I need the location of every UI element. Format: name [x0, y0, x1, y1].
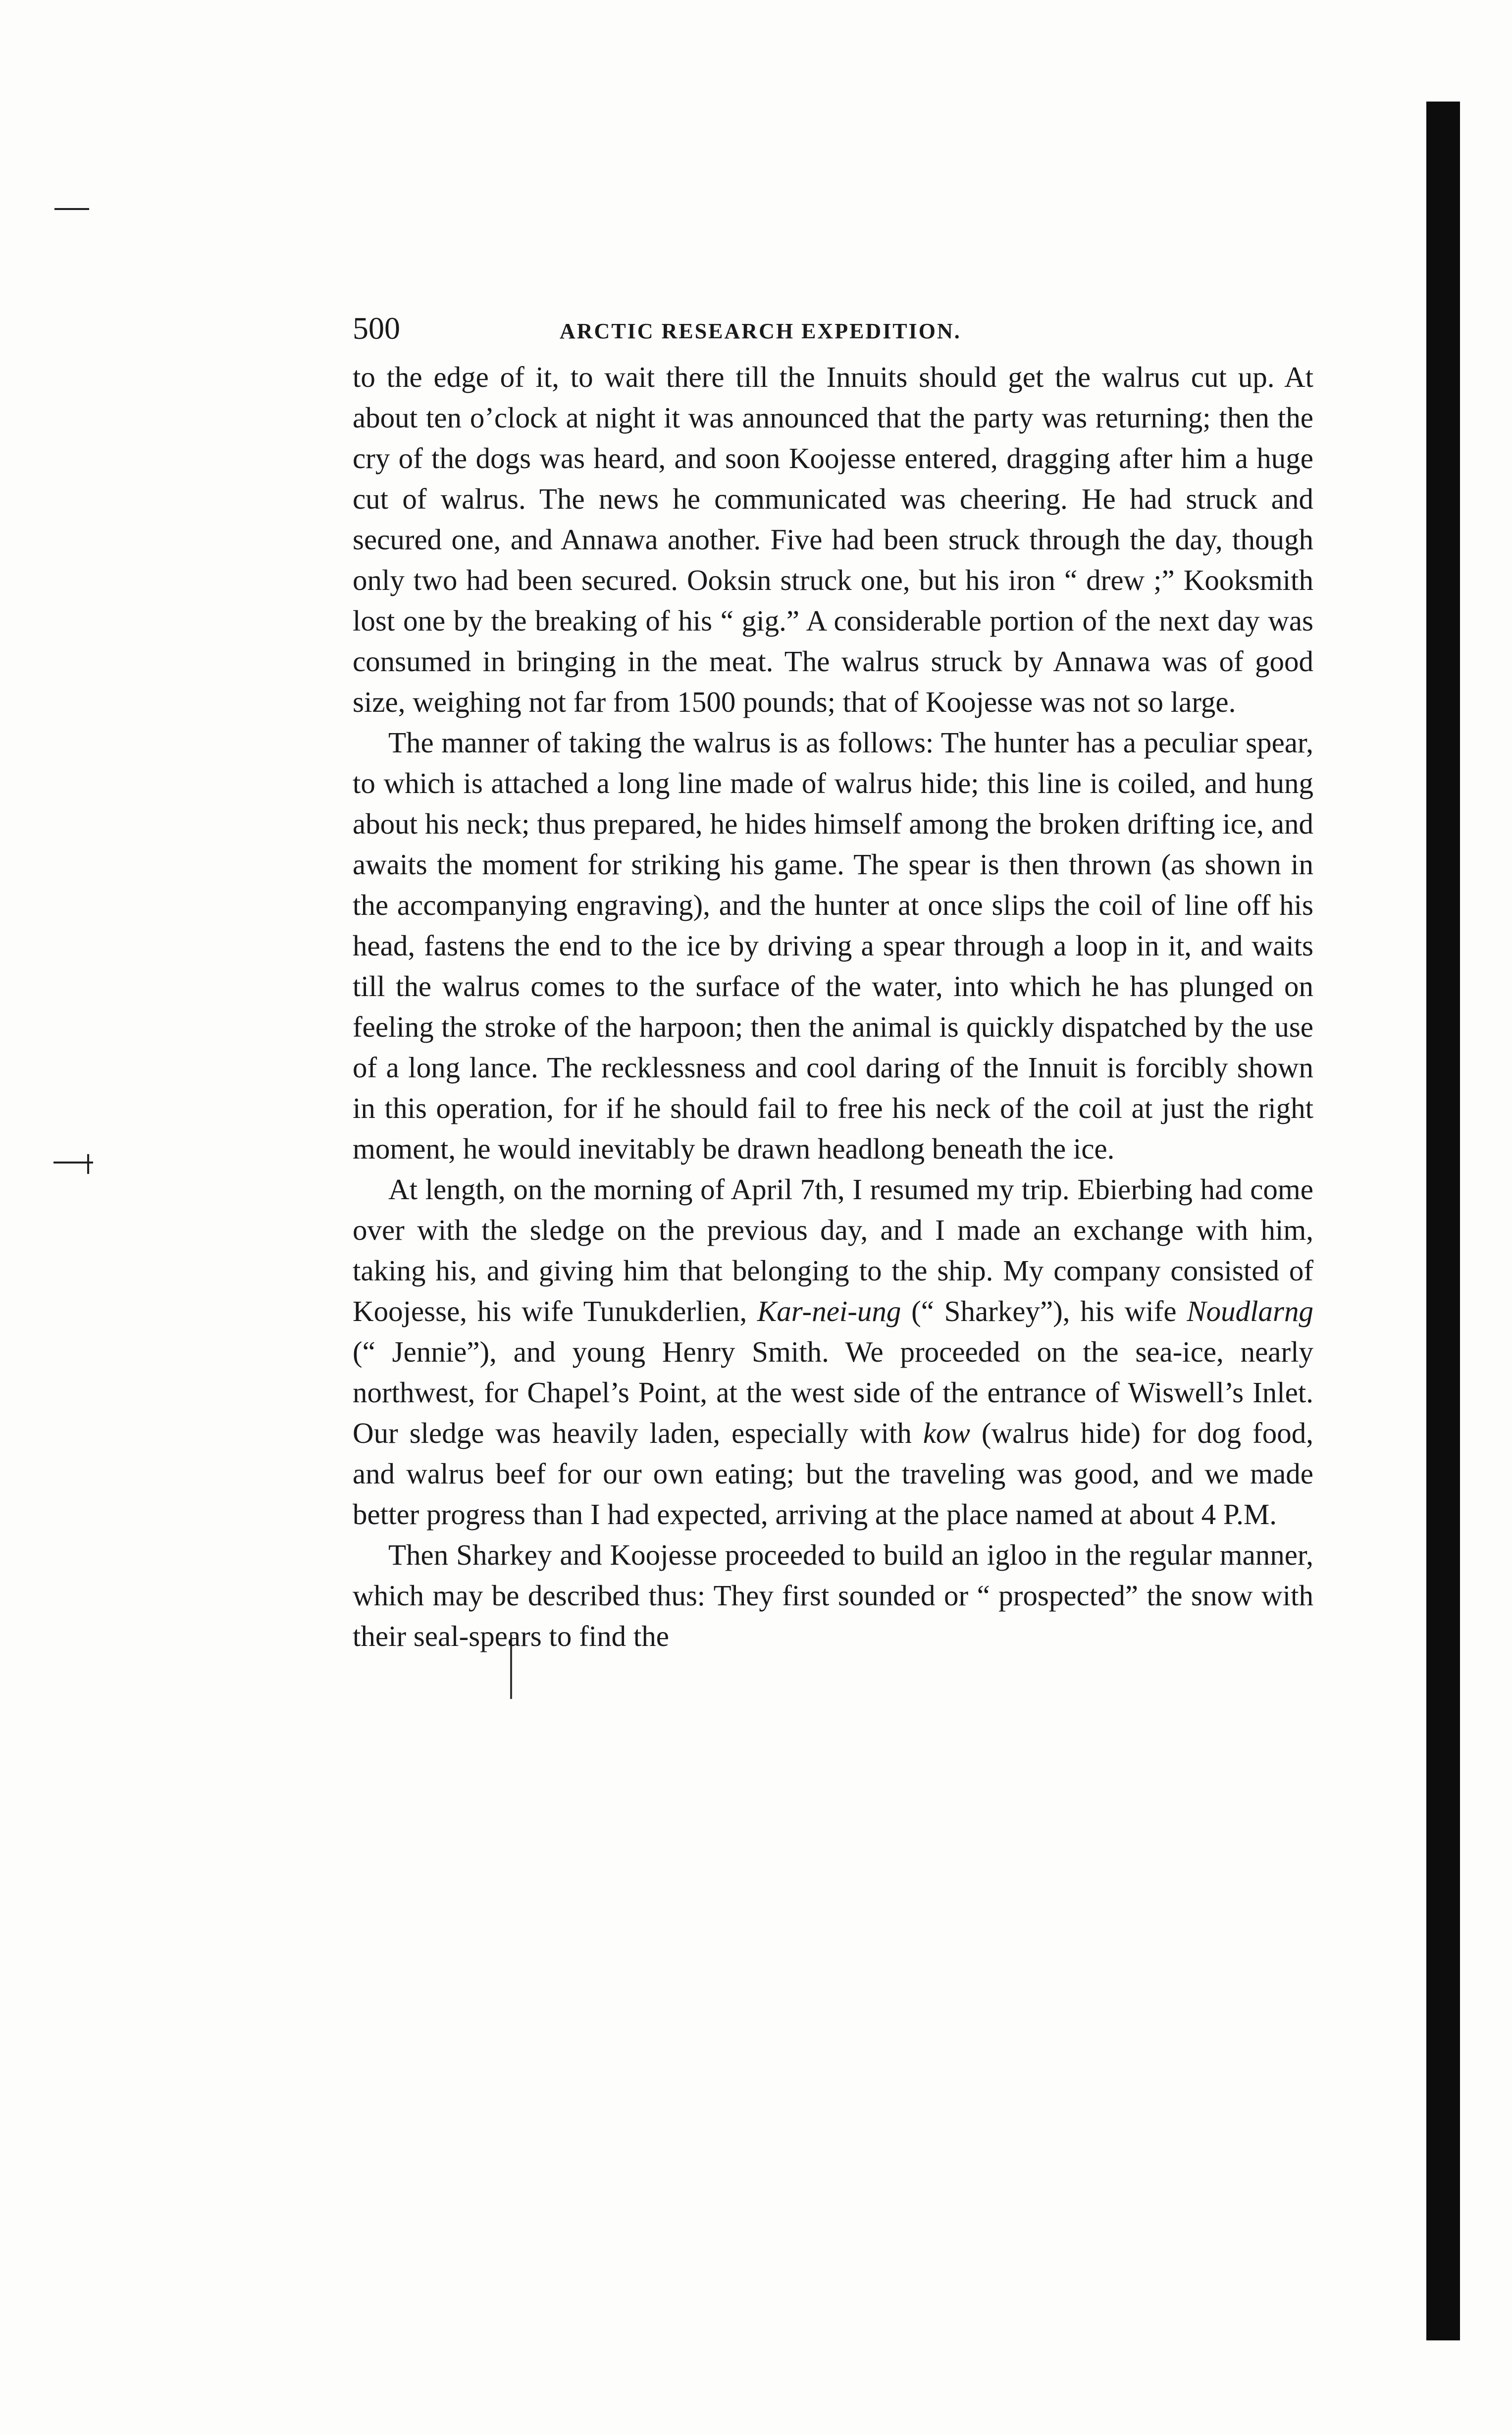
- page-number: 500: [353, 311, 400, 346]
- running-title: ARCTIC RESEARCH EXPEDITION.: [560, 319, 961, 343]
- text-segment: (walrus hide) for dog food, and walrus beef for our own eating; but the traveling was good, and we made better progress than I had expected, arriving at the place named at about 4 P.M.: [353, 1417, 1313, 1531]
- text-segment: (“ Jennie”), and young Henry Smith. We proceeded on the sea-ice, nearly northwest, for Chapel’s Point, at the west side of the entrance of Wiswell’s Inlet. Our sledge was heavily laden, especially with: [353, 1335, 1313, 1449]
- page-header: [353, 306, 1343, 351]
- text-segment: (“ Sharkey”), his wife: [901, 1295, 1187, 1327]
- italic-word-kow: kow: [923, 1417, 970, 1449]
- scan-edge-shadow: [1426, 102, 1460, 2340]
- text-segment: At length, on the morning of April 7th, I resumed my trip. Ebierbing had come over with the sledge on the previous day, and I made an exchange with him, taking his, and giving him that belonging to the ship. My company consisted of Koojesse, his wife Tunukderlien,: [353, 1173, 1313, 1327]
- scan-mark-middle-vertical: [87, 1154, 89, 1174]
- paragraph-resumed-trip: [353, 1169, 1313, 1535]
- body-text: [353, 357, 1313, 2051]
- paragraph-walrus-hunting-method: The manner of taking the walrus is as follows: The hunter has a peculiar spear, to which is attached a long line made of walrus hide; this line is coiled, and hung about his neck; thus prepared, he hides himself among the broken drifting ice, and awaits the moment for striking his game. The spear is then thrown (as shown in the accompanying engraving), and the hunter at once slips the coil of line off his head, fastens the end to the ice by driving a spear through a loop in it, and waits till the walrus comes to the surface of the water, into which he has plunged on feeling the stroke of the harpoon; then the animal is quickly dispatched by the use of a long lance. The recklessness and cool daring of the Innuit is forcibly shown in this operation, for if he should fail to free his neck of the coil at just the right moment, he would inevitably be drawn headlong beneath the ice.: [353, 726, 1313, 1165]
- scan-mark-top: [54, 208, 89, 210]
- italic-name-karneiung: Kar-nei-ung: [757, 1295, 901, 1327]
- italic-name-noudlarng: Noudlarng: [1187, 1295, 1313, 1327]
- paragraph-igloo-building: Then Sharkey and Koojesse proceeded to build an igloo in the regular manner, which may be described thus: They first sounded or “ prospected” the snow with their seal-spears to find the: [353, 1538, 1313, 1652]
- paragraph-walrus-return: to the edge of it, to wait there till the Innuits should get the walrus cut up. At about ten o’clock at night it was announced that the party was returning; then the cry of the dogs was heard, and soon Koojesse entered, dragging after him a huge cut of walrus. The news he communicated was cheering. He had struck and secured one, and Annawa another. Five had been struck through the day, though only two had been secured. Ooksin struck one, but his iron “ drew ;” Kooksmith lost one by the breaking of his “ gig.” A considerable portion of the next day was consumed in bringing in the meat. The walrus struck by Annawa was of good size, weighing not far from 1500 pounds; that of Koojesse was not so large.: [353, 361, 1313, 718]
